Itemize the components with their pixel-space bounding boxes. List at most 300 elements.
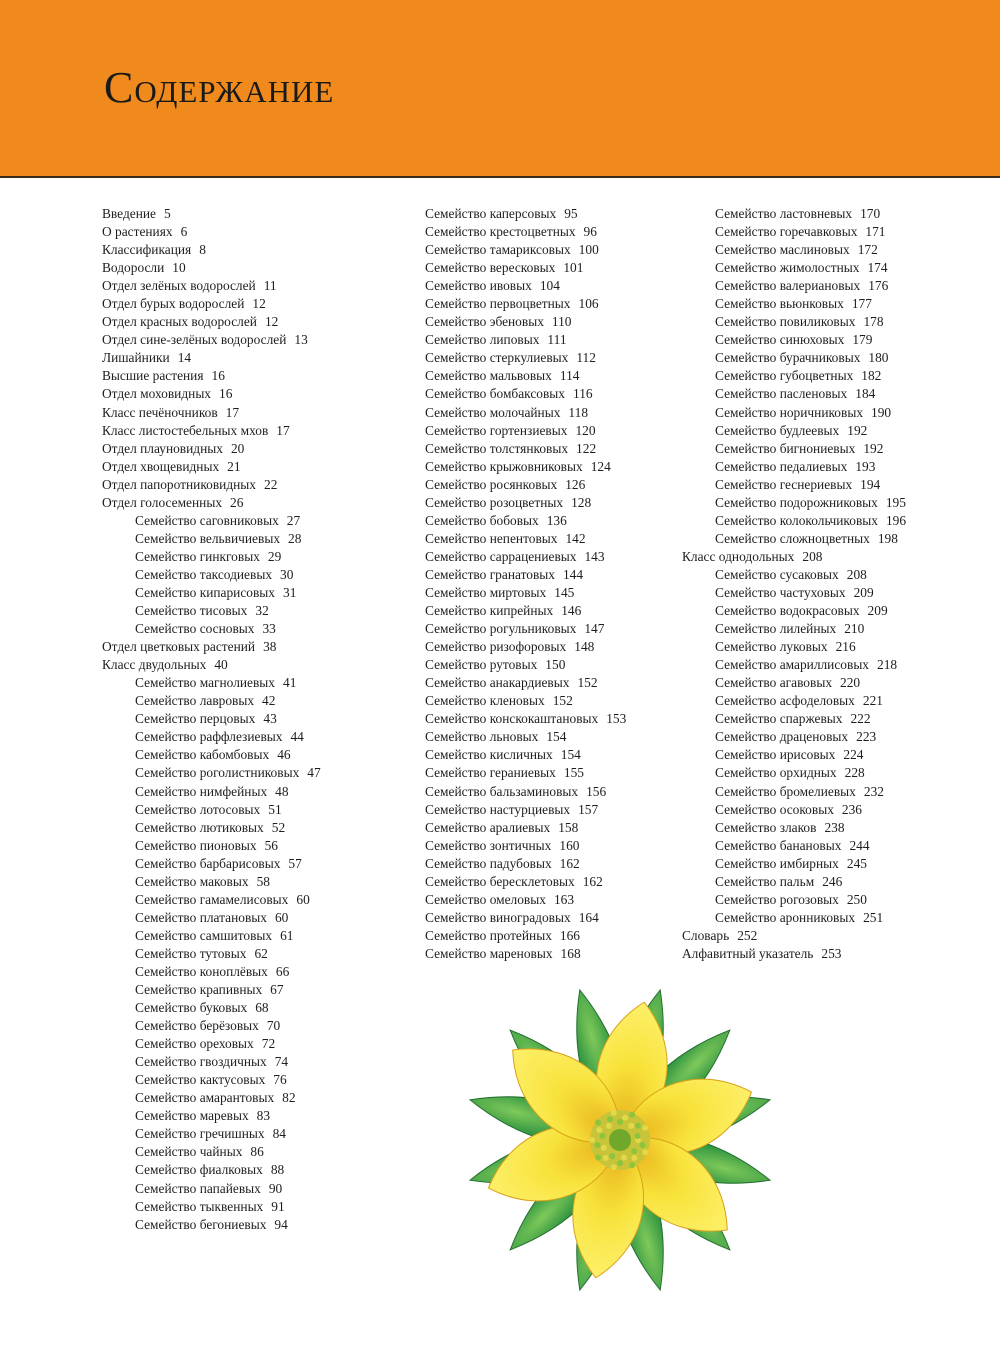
toc-entry-title: Семейство платановых [135, 909, 267, 925]
toc-entry [425, 783, 626, 801]
toc-entry-title: Семейство миртовых [425, 584, 547, 600]
stamen [631, 1148, 637, 1154]
toc-entry-page: 190 [871, 404, 892, 420]
toc-entry-page: 122 [576, 440, 597, 456]
toc-entry [682, 891, 906, 909]
toc-entry-title: Семейство кипрейных [425, 603, 554, 619]
toc-entry-page: 171 [865, 224, 886, 240]
toc-entry-title: Семейство кленовых [425, 693, 545, 709]
toc-entry-page: 146 [561, 603, 582, 619]
toc-entry [682, 530, 906, 548]
stamen [617, 1119, 623, 1125]
toc-entry-page: 209 [867, 603, 888, 619]
toc-entry-title: Семейство рогозовых [715, 891, 839, 907]
toc-entry-title: Семейство гамамелисовых [135, 891, 289, 907]
toc-entry [102, 1198, 321, 1216]
toc-entry-page: 44 [290, 729, 304, 745]
toc-entry-page: 90 [268, 1180, 283, 1196]
toc-entry [425, 566, 626, 584]
toc-entry-page: 192 [847, 422, 868, 438]
header-band [0, 0, 1000, 178]
toc-entry-page: 48 [275, 783, 289, 799]
toc-entry-page: 253 [821, 945, 842, 961]
toc-entry-page: 153 [606, 711, 627, 727]
toc-entry [102, 855, 321, 873]
toc-entry [102, 963, 321, 981]
toc-entry [682, 512, 906, 530]
toc-entry-page: 118 [568, 404, 589, 420]
toc-entry-title: Семейство липовых [425, 332, 540, 348]
stamen [603, 1155, 609, 1161]
toc-entry-title: Семейство рутовых [425, 657, 538, 673]
toc-entry-title: Семейство тыквенных [135, 1198, 264, 1214]
toc-entry-page: 74 [274, 1054, 289, 1070]
toc-entry [102, 440, 321, 458]
toc-entry-page: 16 [219, 386, 233, 402]
stamen [639, 1142, 645, 1148]
toc-entry-page: 95 [564, 206, 578, 221]
toc-entry-page: 166 [559, 927, 580, 943]
toc-entry [425, 295, 626, 313]
toc-entry [425, 458, 626, 476]
toc-entry [682, 331, 906, 349]
toc-entry-page: 20 [230, 440, 245, 456]
toc-entry-title: Семейство папайевых [135, 1180, 261, 1196]
toc-entry [682, 476, 906, 494]
toc-entry [425, 764, 626, 782]
toc-entry [682, 349, 906, 367]
toc-entry-page: 252 [737, 927, 758, 943]
toc-entry-page: 31 [283, 584, 297, 600]
toc-entry-title: Семейство виноградовых [425, 909, 571, 925]
toc-entry [102, 873, 321, 891]
toc-entry [425, 638, 626, 656]
toc-entry-title: Семейство тисовых [135, 603, 248, 619]
toc-entry [682, 277, 906, 295]
toc-entry-title: Семейство колокольчиковых [715, 512, 878, 528]
toc-entry-title: Семейство фиалковых [135, 1162, 263, 1178]
stamen [621, 1155, 627, 1161]
toc-entry-page: 72 [261, 1036, 276, 1052]
toc-entry [102, 259, 321, 277]
toc-entry-title: Семейство банановых [715, 837, 842, 853]
toc-entry-title: Семейство сусаковых [715, 566, 839, 582]
toc-entry-title: Семейство амариллисовых [715, 657, 870, 673]
toc-entry-page: 221 [862, 693, 883, 709]
toc-entry-title: Семейство розоцветных [425, 494, 564, 510]
toc-entry-page: 60 [296, 891, 310, 907]
toc-entry [682, 692, 906, 710]
toc-entry [682, 259, 906, 277]
toc-entry [102, 404, 321, 422]
toc-entry-page: 38 [263, 639, 277, 655]
toc-entry [425, 837, 626, 855]
toc-entry-title: Семейство осоковых [715, 801, 834, 817]
toc-entry-page: 218 [877, 657, 898, 673]
toc-entry-title: Семейство непентовых [425, 530, 558, 546]
toc-entry-title: Семейство нимфейных [135, 783, 268, 799]
toc-entry-title: Семейство крыжовниковых [425, 458, 583, 474]
toc-entry [102, 728, 321, 746]
toc-entry-page: 70 [266, 1018, 281, 1034]
toc-entry [425, 891, 626, 909]
toc-entry-page: 116 [573, 386, 593, 402]
toc-entry [682, 801, 906, 819]
toc-entry [102, 223, 321, 241]
toc-entry [425, 385, 626, 403]
toc-entry-page: 194 [860, 476, 881, 492]
toc-entry-page: 120 [575, 422, 596, 438]
toc-entry [102, 1017, 321, 1035]
toc-entry [682, 494, 906, 512]
toc-entry-page: 27 [286, 512, 301, 528]
toc-entry-title: Отдел плауновидных [102, 440, 223, 456]
toc-entry [425, 656, 626, 674]
toc-entry [682, 223, 906, 241]
toc-entry-title: Семейство аронниковых [715, 909, 856, 925]
toc-column-2 [425, 205, 626, 963]
toc-entry [425, 277, 626, 295]
toc-entry-page: 57 [288, 855, 302, 871]
toc-entry-page: 56 [264, 837, 278, 853]
toc-entry-page: 46 [277, 747, 291, 763]
toc-entry-title: Семейство настурциевых [425, 801, 571, 817]
toc-entry-title: Семейство спаржевых [715, 711, 843, 727]
toc-entry-title: Семейство раффлезиевых [135, 729, 283, 745]
toc-entry [425, 873, 626, 891]
toc-entry [102, 764, 321, 782]
toc-entry-page: 155 [563, 765, 584, 781]
toc-entry-title: Семейство таксодиевых [135, 566, 273, 582]
toc-entry-page: 182 [861, 368, 882, 384]
toc-entry-page: 145 [554, 584, 575, 600]
toc-entry-title: Семейство стеркулиевых [425, 350, 569, 366]
toc-entry-title: Семейство подорожниковых [715, 494, 878, 510]
toc-entry-page: 106 [578, 296, 599, 312]
toc-entry-page: 124 [590, 458, 611, 474]
toc-entry [682, 819, 906, 837]
toc-entry [102, 746, 321, 764]
toc-entry [425, 746, 626, 764]
toc-entry-title: Семейство молочайных [425, 404, 561, 420]
toc-entry-page: 162 [582, 873, 603, 889]
toc-entry [102, 981, 321, 999]
toc-entry-page: 30 [280, 566, 294, 582]
stamen [635, 1123, 641, 1129]
toc-entry-title: Семейство кисличных [425, 747, 553, 763]
toc-entry-page: 8 [199, 242, 206, 258]
stamen [631, 1155, 637, 1161]
toc-entry-title: Семейство гинкговых [135, 548, 260, 564]
toc-entry [425, 674, 626, 692]
toc-entry-page: 13 [294, 332, 308, 348]
toc-entry-title: Семейство водокрасовых [715, 603, 860, 619]
page-title: Содержание [104, 63, 335, 112]
toc-entry-page: 52 [271, 819, 286, 835]
toc-entry-title: Семейство асфоделовых [715, 693, 855, 709]
toc-entry-title: Семейство злаков [715, 819, 817, 835]
toc-entry-page: 250 [846, 891, 867, 907]
toc-entry-title: Отдел красных водорослей [102, 314, 257, 330]
toc-entry-title: О растениях [102, 224, 173, 240]
toc-entry-title: Семейство толстянковых [425, 440, 569, 456]
toc-entry [102, 548, 321, 566]
toc-entry-title: Семейство лотосовых [135, 801, 261, 817]
toc-entry-page: 58 [256, 873, 270, 889]
stamen [601, 1145, 607, 1151]
toc-entry-page: 128 [571, 494, 592, 510]
toc-entry [102, 1125, 321, 1143]
toc-entry [425, 367, 626, 385]
toc-entry-page: 246 [822, 873, 843, 889]
toc-entry [425, 223, 626, 241]
toc-entry-page: 244 [849, 837, 870, 853]
toc-entry-title: Семейство амарантовых [135, 1090, 275, 1106]
toc-entry-page: 178 [863, 314, 884, 330]
toc-entry-title: Семейство перцовых [135, 711, 256, 727]
toc-entry-page: 192 [863, 440, 884, 456]
toc-entry [102, 349, 321, 367]
toc-entry [682, 728, 906, 746]
toc-entry [102, 1180, 321, 1198]
toc-entry [682, 764, 906, 782]
toc-entry [425, 422, 626, 440]
toc-entry-title: Семейство гречишных [135, 1126, 265, 1142]
toc-entry-title: Семейство геснериевых [715, 476, 853, 492]
toc-entry-page: 21 [227, 458, 241, 474]
toc-entry [425, 548, 626, 566]
toc-entry-page: 111 [547, 332, 567, 348]
toc-entry-page: 210 [844, 621, 865, 637]
yellow-flower-illustration [440, 960, 800, 1300]
toc-entry-page: 245 [846, 855, 867, 871]
toc-entry-title: Класс листостебельных мхов [102, 422, 269, 438]
toc-entry-page: 5 [163, 206, 171, 221]
toc-entry-page: 94 [274, 1216, 288, 1232]
toc-entry-page: 238 [824, 819, 845, 835]
toc-entry-title: Семейство бересклетовых [425, 873, 575, 889]
toc-entry-title: Класс печёночников [102, 404, 218, 420]
toc-entry-page: 17 [276, 422, 290, 438]
toc-entry-page: 216 [835, 639, 856, 655]
toc-entry-title: Водоросли [102, 260, 165, 276]
stamen [611, 1110, 617, 1116]
toc-entry [102, 512, 321, 530]
toc-entry-page: 61 [280, 927, 294, 943]
toc-entry-page: 91 [271, 1198, 285, 1214]
toc-entry-title: Отдел хвощевидных [102, 458, 220, 474]
toc-entry-page: 26 [230, 494, 244, 510]
toc-entry-page: 43 [263, 711, 277, 727]
toc-entry-title: Семейство чайных [135, 1144, 243, 1160]
toc-entry-page: 29 [267, 548, 282, 564]
toc-entry-title: Семейство омеловых [425, 891, 546, 907]
toc-entry-page: 17 [225, 404, 240, 420]
toc-entry-page: 209 [853, 584, 874, 600]
toc-entry-title: Семейство тамариксовых [425, 242, 571, 258]
toc-entry [102, 783, 321, 801]
toc-entry [682, 837, 906, 855]
stamen [617, 1160, 623, 1166]
toc-entry-title: Семейство бигнониевых [715, 440, 856, 456]
toc-entry-page: 67 [270, 982, 284, 998]
toc-entry-title: Семейство маслиновых [715, 242, 850, 258]
toc-entry-title: Семейство орхидных [715, 765, 837, 781]
toc-entry-title: Семейство барбарисовых [135, 855, 281, 871]
toc-entry-page: 66 [275, 963, 290, 979]
toc-entry [102, 494, 321, 512]
toc-entry-title: Семейство крапивных [135, 982, 263, 998]
toc-entry-page: 86 [250, 1144, 264, 1160]
toc-entry-title: Семейство ореховых [135, 1036, 254, 1052]
toc-column-3 [682, 205, 906, 963]
toc-entry-page: 158 [558, 819, 579, 835]
toc-entry-title: Семейство кактусовых [135, 1072, 266, 1088]
toc-entry [682, 295, 906, 313]
toc-entry-title: Семейство льновых [425, 729, 539, 745]
toc-entry-title: Семейство зонтичных [425, 837, 552, 853]
toc-entry-page: 88 [270, 1162, 285, 1178]
toc-entry-title: Семейство аралиевых [425, 819, 551, 835]
toc-entry-page: 11 [263, 278, 277, 294]
toc-entry [102, 205, 321, 223]
stamen [642, 1125, 648, 1131]
toc-entry-title: Семейство агавовых [715, 675, 833, 691]
toc-entry-title: Семейство росянковых [425, 476, 558, 492]
toc-entry [425, 404, 626, 422]
toc-entry [102, 367, 321, 385]
toc-entry-title: Словарь [682, 927, 730, 943]
toc-entry-title: Семейство маковых [135, 873, 249, 889]
toc-entry [102, 999, 321, 1017]
toc-entry-title: Семейство педалиевых [715, 458, 848, 474]
toc-entry-page: 62 [254, 945, 268, 961]
toc-entry-page: 180 [868, 350, 889, 366]
toc-entry [102, 241, 321, 259]
toc-entry-title: Семейство конскокаштановых [425, 711, 599, 727]
toc-entry-title: Алфавитный указатель [682, 945, 814, 961]
toc-entry-title: Семейство буковых [135, 1000, 248, 1016]
toc-entry [102, 909, 321, 927]
toc-entry [102, 1161, 321, 1179]
toc-entry [102, 620, 321, 638]
toc-entry [102, 819, 321, 837]
toc-entry-title: Семейство лавровых [135, 693, 255, 709]
toc-entry-title: Семейство самшитовых [135, 927, 273, 943]
toc-entry-page: 112 [576, 350, 596, 366]
toc-entry [102, 674, 321, 692]
toc-entry-title: Семейство вельвичиевых [135, 530, 281, 546]
toc-entry-title: Классификация [102, 242, 192, 258]
toc-entry-page: 168 [560, 945, 581, 961]
toc-entry-page: 41 [283, 675, 297, 691]
toc-entry [682, 548, 906, 566]
toc-entry [102, 385, 321, 403]
toc-entry-page: 251 [863, 909, 884, 925]
toc-entry-page: 22 [264, 476, 278, 492]
toc-entry-title: Семейство бомбаксовых [425, 386, 565, 402]
toc-entry-page: 68 [255, 1000, 269, 1016]
toc-entry-title: Семейство гортензиевых [425, 422, 568, 438]
toc-entry [682, 674, 906, 692]
toc-entry-page: 174 [867, 260, 888, 276]
toc-entry [682, 367, 906, 385]
toc-entry-page: 84 [272, 1126, 286, 1142]
toc-entry [102, 566, 321, 584]
toc-entry-page: 176 [868, 278, 889, 294]
toc-entry [682, 656, 906, 674]
toc-entry-title: Семейство бальзаминовых [425, 783, 579, 799]
toc-entry [425, 205, 626, 223]
toc-entry [682, 566, 906, 584]
toc-entry-page: 114 [559, 368, 580, 384]
toc-entry-page: 32 [255, 603, 269, 619]
toc-entry-page: 172 [857, 242, 878, 258]
stamen [595, 1120, 601, 1126]
toc-entry-title: Семейство губоцветных [715, 368, 854, 384]
toc-entry-title: Семейство коноплёвых [135, 963, 268, 979]
toc-entry-page: 198 [877, 530, 898, 546]
toc-entry-title: Семейство пальм [715, 873, 815, 889]
toc-entry [102, 584, 321, 602]
toc-entry-title: Семейство бурачниковых [715, 350, 861, 366]
toc-entry-title: Семейство жимолостных [715, 260, 860, 276]
toc-entry-title: Семейство горечавковых [715, 224, 858, 240]
toc-entry [682, 385, 906, 403]
toc-column-1 [102, 205, 321, 1234]
toc-entry-page: 152 [577, 675, 598, 691]
stamen [628, 1123, 634, 1129]
toc-entry-page: 184 [855, 386, 876, 402]
toc-entry-title: Семейство первоцветных [425, 296, 571, 312]
toc-entry-title: Семейство луковых [715, 639, 828, 655]
toc-entry-page: 177 [851, 296, 872, 312]
toc-entry-title: Семейство протейных [425, 927, 552, 943]
toc-entry-title: Семейство повиликовых [715, 314, 856, 330]
toc-entry-title: Семейство саговниковых [135, 512, 279, 528]
toc-entry [102, 801, 321, 819]
toc-entry-title: Семейство пасленовых [715, 386, 848, 402]
toc-entry [682, 458, 906, 476]
toc-entry [682, 783, 906, 801]
toc-entry [682, 205, 906, 223]
toc-entry-page: 100 [578, 242, 599, 258]
toc-entry-page: 160 [559, 837, 580, 853]
toc-entry-title: Введение [102, 206, 156, 221]
toc-entry [102, 1143, 321, 1161]
toc-entry-page: 154 [546, 729, 567, 745]
toc-entry-page: 195 [885, 494, 906, 510]
toc-entry-title: Семейство тутовых [135, 945, 247, 961]
toc-entry [682, 710, 906, 728]
stamen [609, 1153, 615, 1159]
toc-entry-title: Семейство ластовневых [715, 206, 853, 221]
toc-entry [682, 746, 906, 764]
toc-entry-title: Семейство кабомбовых [135, 747, 270, 763]
stamen [589, 1137, 595, 1143]
toc-entry-title: Семейство будлеевых [715, 422, 840, 438]
toc-entry [102, 530, 321, 548]
toc-entry-title: Отдел голосеменных [102, 494, 223, 510]
toc-entry-title: Лишайники [102, 350, 170, 366]
toc-entry [425, 620, 626, 638]
toc-entry-page: 28 [288, 530, 302, 546]
toc-entry-page: 152 [552, 693, 573, 709]
toc-entry-page: 150 [545, 657, 566, 673]
stamen [600, 1133, 606, 1139]
toc-entry [425, 313, 626, 331]
toc-entry [425, 331, 626, 349]
